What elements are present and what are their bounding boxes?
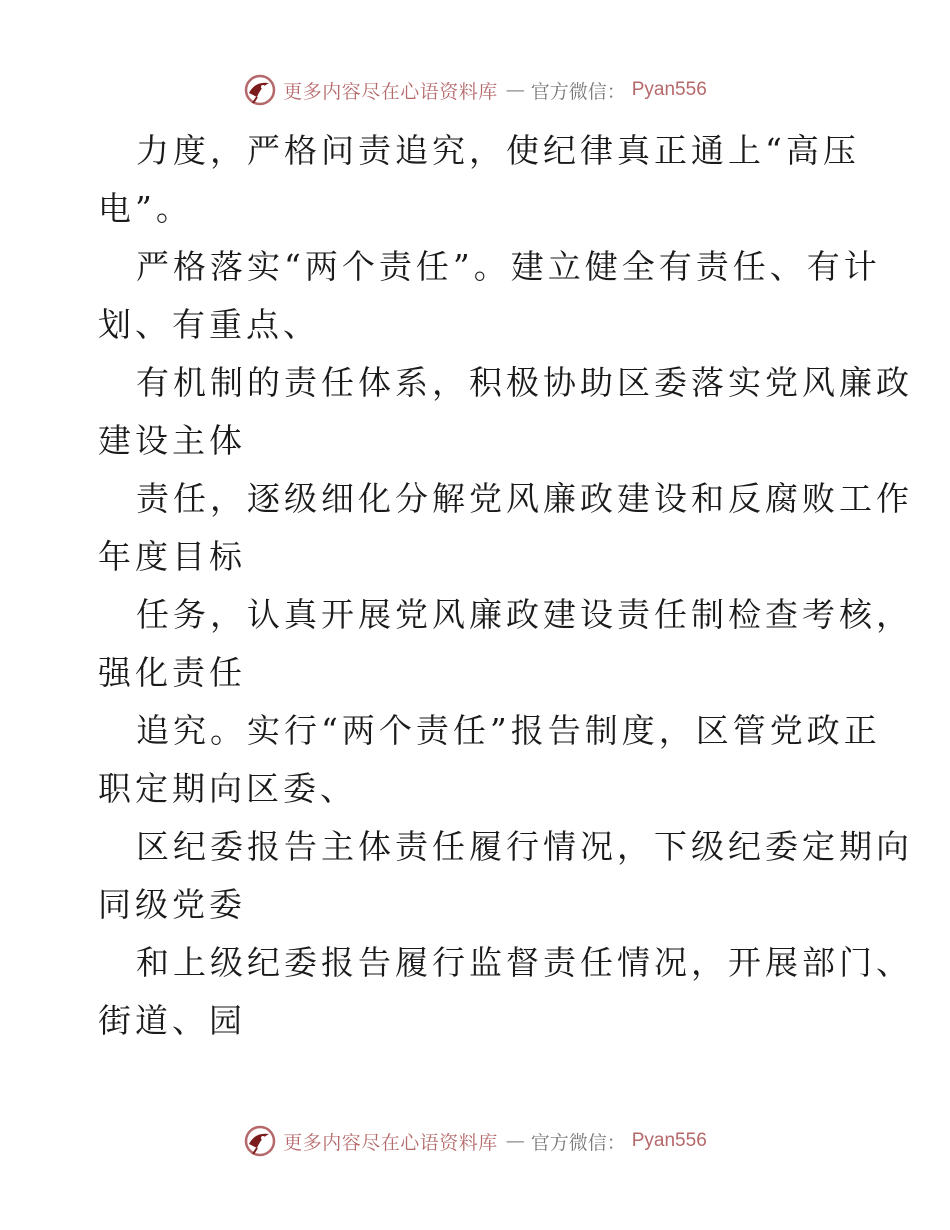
header-wechat-label: 官方微信： [530,80,626,103]
document-body [98,122,913,1050]
text-line: 任务，认真开展党风廉政建设责任制检查考核， [136,595,913,634]
footer-banner [0,1121,950,1161]
footer-banner-inner [243,1124,707,1158]
footer-wechat-label: 官方微信： [530,1131,626,1154]
footer-wechat-id: Pyan556 [631,1130,707,1151]
header-separator: — [505,79,523,101]
text-line: 责任，逐级细化分解党风廉政建设和反腐败工作 [136,479,913,518]
text-line: 职定期向区委、 [98,769,357,808]
text-line: 同级党委 [98,885,246,924]
footer-separator: — [505,1130,523,1152]
header-site-text: 更多内容尽在心语资料库 [283,80,498,103]
text-line: 有机制的责任体系，积极协助区委落实党风廉政 [136,363,913,402]
text-line: 电”。 [98,189,193,228]
text-line: 划、有重点、 [98,305,320,344]
text-line: 年度目标 [98,537,246,576]
text-line: 街道、园 [98,1001,246,1040]
pen-logo-icon [243,1124,277,1158]
text-line: 力度，严格问责追究，使纪律真正通上“高压 [136,131,860,170]
pen-logo-icon [243,73,277,107]
header-banner [0,70,950,110]
text-line: 建设主体 [98,421,246,460]
text-line: 和上级纪委报告履行监督责任情况，开展部门、 [136,943,913,982]
header-wechat-id: Pyan556 [631,79,707,100]
text-line: 追究。实行“两个责任”报告制度，区管党政正 [136,711,881,750]
text-line: 强化责任 [98,653,246,692]
footer-site-text: 更多内容尽在心语资料库 [283,1131,498,1154]
header-banner-inner [243,73,707,107]
text-line: 严格落实“两个责任”。建立健全有责任、有计 [136,247,881,286]
text-line: 区纪委报告主体责任履行情况，下级纪委定期向 [136,827,913,866]
